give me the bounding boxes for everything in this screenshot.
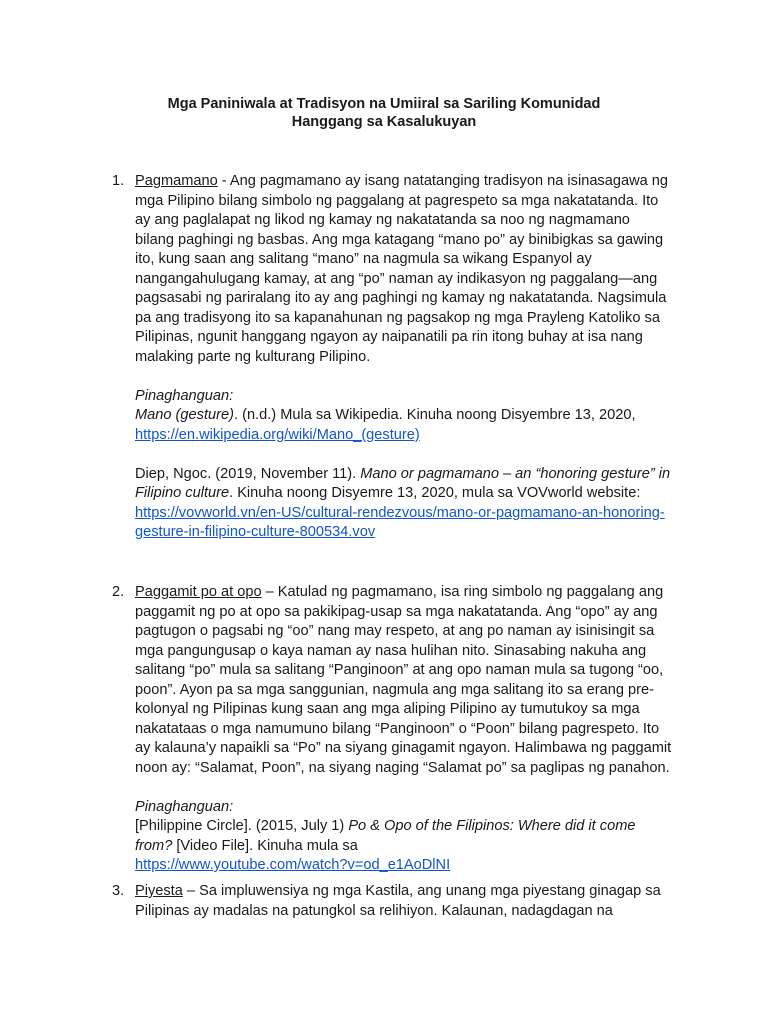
list-number: 2. (112, 584, 125, 600)
sources-label: Pinaghanguan: (135, 798, 234, 815)
reference-author: [Philippine Circle]. (2015, July 1) (135, 818, 349, 834)
reference-title: Po & Opo of the Filipinos: Where did it come from? (135, 818, 636, 854)
reference (135, 406, 672, 445)
reference-text: . Kinuha noong Disyemre 13, 2020, mula sa VOVworld website: (229, 485, 641, 501)
reference-link[interactable]: https://en.wikipedia.org/wiki/Mano_(gesture) (135, 426, 420, 443)
reference-link[interactable]: https://www.youtube.com/watch?v=od_e1AoDlNI (135, 857, 451, 873)
item-text: - Ang pagmamano ay isang natatanging tradisyon na isinasagawa ng mga Pilipino bilang simbolo ng paggalang at pagrespeto sa mga nakatatanda. Ito ay ang paglalapat ng likod ng kamay ng nakatatanda sa noo ng nagmamano bilang paghingi ng basbas. Ang mga katagang “mano po” ay binibigkas sa gawing ito, kung saan ang salitang “mano” na nagmula sa wikang Espanyol ay nangangahulugang kamay, at ang “po” naman ay indikasyon ng paggalang—ang pagsasabi ng pariralang ito ay ang paghingi ng kamay ng nakatatanda. Nagsimula pa ang tradisyong ito sa kapanahunan ng pagsakop ng mga Prayleng Katoliko sa Pilipinas, ngunit hanggang ngayon ay naipanatili pa rin itong buhay at isa nang malaking parte ng kulturang Pilipino. (135, 173, 669, 365)
list-item (112, 882, 672, 921)
reference (135, 817, 672, 876)
document-title-line-2: Hanggang sa Kasalukuyan (291, 114, 477, 130)
reference-text: . (n.d.) Mula sa Wikipedia. Kinuha noong Disyembre 13, 2020, (233, 407, 636, 423)
list-item (112, 583, 672, 876)
list-item (112, 172, 672, 543)
reference (135, 465, 672, 543)
reference-title: Mano or pagmamano – an “honoring gesture” in Filipino culture (135, 465, 671, 501)
item-paragraph (135, 882, 672, 921)
sources-label: Pinaghanguan: (135, 387, 234, 404)
item-term: Piyesta (135, 883, 183, 899)
document-title-line-1: Mga Paniniwala at Tradisyon na Umiiral sa Sariling Komunidad (167, 96, 601, 112)
item-term: Paggamit po at opo (135, 584, 262, 600)
item-paragraph (135, 172, 672, 367)
item-term: Pagmamano (135, 173, 218, 189)
reference-text: [Video File]. Kinuha mula sa (172, 837, 358, 854)
list-number: 1. (112, 173, 125, 189)
reference-author: Diep, Ngoc. (2019, November 11). (135, 465, 361, 482)
list-number: 3. (112, 883, 125, 899)
reference-title: Mano (gesture) (135, 407, 234, 423)
item-text: – Sa impluwensiya ng mga Kastila, ang unang mga piyestang ginagap sa Pilipinas ay madalas na patungkol sa relihiyon. Kalaunan, nadagdagan na (135, 883, 661, 919)
item-paragraph (135, 583, 672, 778)
item-text: – Katulad ng pagmamano, isa ring simbolo ng paggalang ang paggamit ng po at opo sa pakikipag-usap sa mga nakatatanda. Ang “opo” ay ang pagtugon o pagsabi ng “oo” nang may respeto, at ang po naman ay isinisingit sa mga pangungusap o kaya naman ay nasa hulihan nito. Sinasabing nakuha ang salitang “po” mula sa salitang “Panginoon” at ang opo naman mula sa tugong “oo, poon”. Ayon pa sa mga sanggunian, nagmula ang mga salitang ito sa erang pre-kolonyal ng Pilipinas kung saan ang mga aliping Pilipino ay tumutukoy sa mga nakatataas o mga namumuno bilang “Panginoon” o “Poon” bilang pagrespeto. Ito ay kalauna’y napaikli sa “Po” na siyang ginagamit ngayon. Halimbawa ng paggamit noon ay: “Salamat, Poon”, na siyang naging “Salamat po” sa paglipas ng panahon. (135, 584, 672, 776)
reference-link[interactable]: https://vovworld.vn/en-US/cultural-rendezvous/mano-or-pagmamano-an-honoring-gesture-in-filipino-culture-800534.vov (135, 504, 665, 540)
